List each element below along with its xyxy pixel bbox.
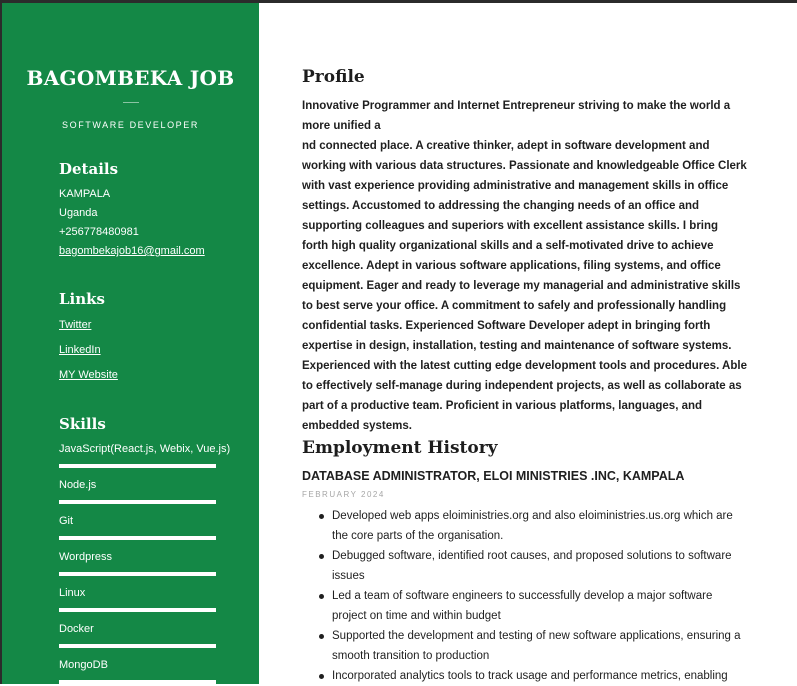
skill-bar	[59, 680, 216, 684]
skill-bar	[59, 572, 216, 576]
name-divider	[123, 102, 139, 103]
linkedin-link[interactable]: LinkedIn	[59, 344, 101, 356]
profile-text	[302, 96, 747, 436]
list-item: Debugged software, identified root causes, and proposed solutions to software issues	[302, 546, 747, 586]
twitter-link[interactable]: Twitter	[59, 319, 92, 331]
skill-bar-fill	[59, 680, 216, 684]
details-city: KAMPALA	[59, 188, 111, 200]
skill-label: MongoDB	[59, 659, 108, 671]
details-email-link[interactable]: bagombekajob16@gmail.com	[59, 245, 205, 257]
skill-label: JavaScript(React.js, Webix, Vue.js)	[59, 443, 231, 455]
skill-bar	[59, 536, 216, 540]
skill-bar-fill	[59, 464, 216, 468]
skill-label: Wordpress	[59, 551, 112, 563]
skill-label: Linux	[59, 587, 86, 599]
skill-label: Node.js	[59, 479, 97, 491]
skill-label: Git	[59, 515, 74, 527]
job-date: FEBRUARY 2024	[302, 490, 385, 499]
links-heading: Links	[59, 290, 105, 308]
skill-bar	[59, 500, 216, 504]
skill-bar-fill	[59, 500, 216, 504]
skill-bar	[59, 644, 216, 648]
candidate-name: BAGOMBEKA JOB	[26, 66, 235, 90]
skill-bar	[59, 608, 216, 612]
skill-bar-fill	[59, 572, 216, 576]
profile-line-2: nd connected place. A creative thinker, adept in software development and working with various data structures. Passionate and knowledgeable Office Clerk with vast experience providing administrative and management skills in office settings. Accustomed to addressing the changing needs of an office and supporting colleagues and superiors with excellent assistance skills. I bring forth high quality organizational skills and a self-motivated drive to achieve excellence. Adept in various software applications, filing systems, and office equipment. Eager and ready to leverage my managerial and administrative skills to best serve your office. A commitment to safely and professionally handling confidential tasks. Experienced Software Developer adept in bringing forth expertise in design, installation, testing and maintenance of software systems. Experienced with the latest cutting edge development tools and procedures. Able to effectively self-manage during independent projects, as well as collaborate as part of a productive team. Proficient in various platforms, languages, and embedded systems.	[302, 140, 747, 432]
job-title: DATABASE ADMINISTRATOR, ELOI MINISTRIES .INC, KAMPALA	[302, 469, 685, 483]
list-item: Led a team of software engineers to successfully develop a major software project on time and within budget	[302, 586, 747, 626]
details-country: Uganda	[59, 207, 98, 219]
details-phone: +256778480981	[59, 226, 139, 238]
employment-heading: Employment History	[302, 438, 498, 458]
profile-line-1: Innovative Programmer and Internet Entrepreneur striving to make the world a more unified a	[302, 100, 731, 132]
list-item: Incorporated analytics tools to track usage and performance metrics, enabling	[302, 666, 747, 686]
skill-bar-fill	[59, 608, 216, 612]
list-item: Supported the development and testing of new software applications, ensuring a smooth transition to production	[302, 626, 747, 666]
profile-heading: Profile	[302, 67, 365, 87]
details-heading: Details	[59, 160, 119, 178]
candidate-role: SOFTWARE DEVELOPER	[62, 120, 199, 130]
skills-heading: Skills	[59, 415, 106, 433]
website-link[interactable]: MY Website	[59, 369, 118, 381]
job-bullets	[302, 506, 747, 686]
skill-bar	[59, 464, 216, 468]
list-item: Developed web apps eloiministries.org and also eloiministries.us.org which are the core parts of the organisation.	[302, 506, 747, 546]
sidebar	[2, 3, 259, 684]
skill-bar-fill	[59, 536, 216, 540]
skill-bar-fill	[59, 644, 216, 648]
skill-label: Docker	[59, 623, 94, 635]
